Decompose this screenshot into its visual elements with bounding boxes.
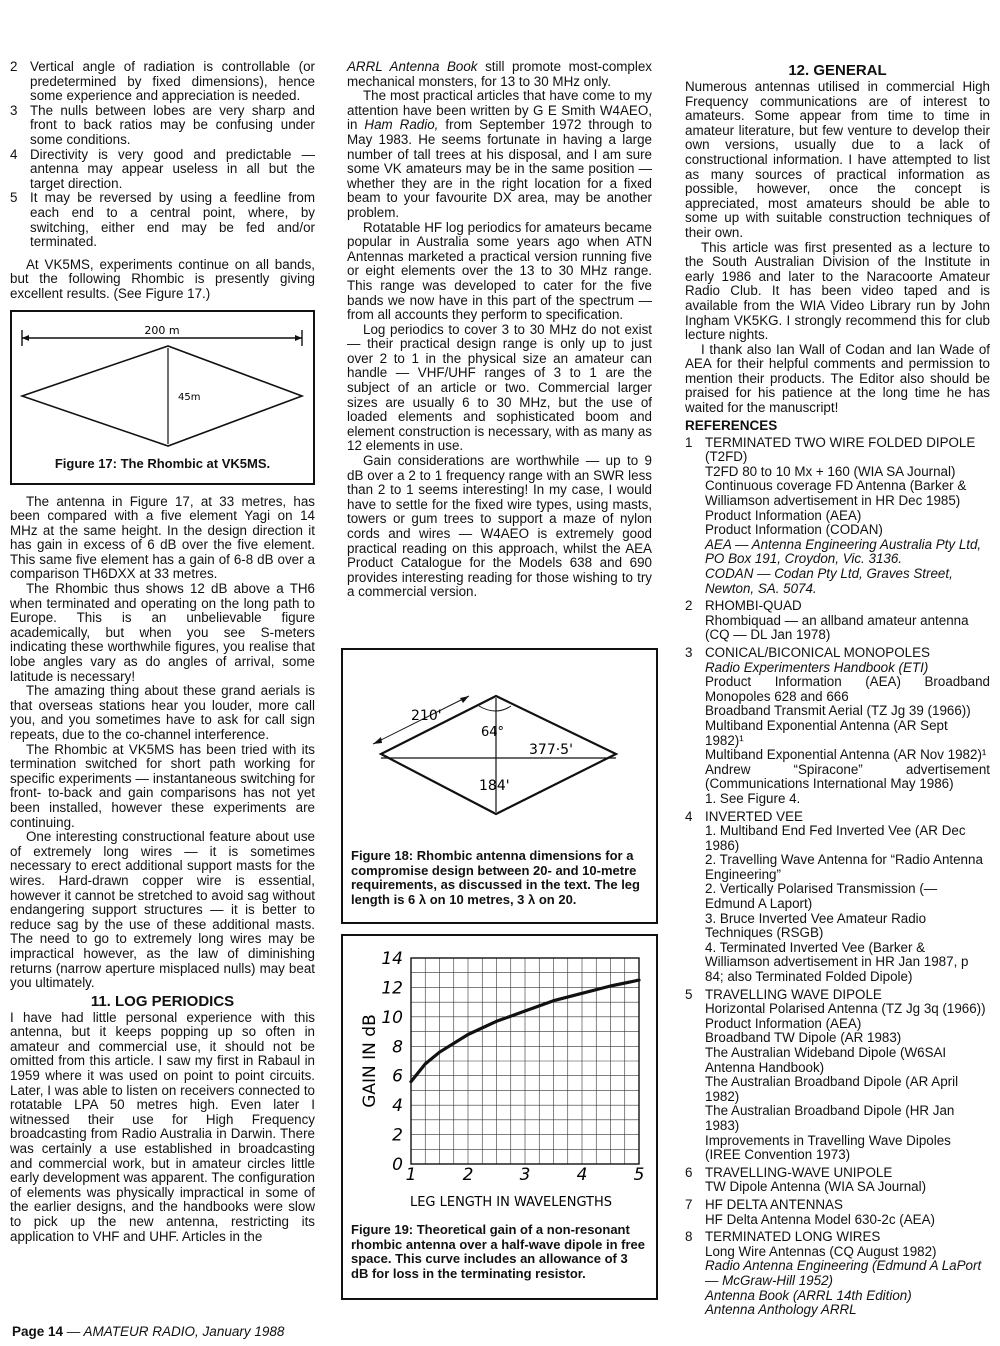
reference-line: Product Information (AEA): [705, 507, 862, 523]
rhombic-dimension-diagram: [351, 654, 649, 844]
x-tick-label: 5: [633, 1165, 645, 1185]
reference-line: HF DELTA ANTENNAS: [705, 1196, 843, 1212]
paragraph: Numerous antennas utilised in commercial High Frequency communications are of interest to amateurs. Some appear from time to time in amateur literature, but few venture to develop their own versions, usually due to a lack of constructional information. I have attempted to list as many sources of practical information as possible, however, once the concept is appreciated, most amateurs should be able to some up with suitable construction techniques of their own.: [685, 79, 990, 240]
reference-line: 2. Travelling Wave Antenna for “Radio Antenna Engineering”: [705, 852, 983, 882]
list-item: 4 Directivity is very good and predictable — antenna may appear useless in all but the target direction.: [10, 146, 315, 191]
y-tick-label: 4: [392, 1096, 403, 1117]
short-diagonal-label: 184': [479, 778, 510, 794]
data-point: [438, 1051, 440, 1053]
paragraph: The antenna in Figure 17, at 33 metres, has been compared with a five element Yagi on 14 MHz at the same height. In the design direction it has gain in excess of 6 dB over the five element. This same five element has a gain of 6-8 dB over a comparison TH6DXX at 33 metres.: [10, 493, 315, 582]
data-point: [552, 999, 554, 1001]
section-heading: 12. GENERAL: [788, 62, 887, 79]
data-point: [495, 1020, 497, 1022]
column-1: [10, 60, 315, 1244]
reference-line: Antenna Book (ARRL 14th Edition): [705, 1287, 912, 1303]
reference-line: 1. Multiband End Fed Inverted Vee (AR Dec 1986): [705, 823, 966, 853]
reference-line: Antenna Anthology ARRL: [705, 1302, 857, 1318]
y-axis-label: GAIN IN dB: [360, 1014, 380, 1108]
section-heading: 11. LOG PERIODICS: [90, 992, 235, 1010]
paragraph: Rotatable HF log periodics for amateurs became popular in Australia some years ago when ATN Antennas marketed a practical version running five or eight elements over the 13 to 30 MHz range. This range was developed to cater for the five bands we now have in this part of the spectrum — from all accounts they perform to specification.: [347, 219, 652, 323]
reference-line: Rhombiquad — an allband amateur antenna (CQ — DL Jan 1978): [705, 612, 969, 643]
numbered-list: [10, 60, 315, 250]
reference-line: Product Information (AEA) Broadband Monopoles 628 and 666: [705, 674, 990, 704]
paragraph: I have had little personal experience with this antenna, but it keeps popping up so often in amateur and commercial use, it should not be omitted from this article. I saw my first in Rabaul in 1959 where it was used on point to point circuits. Later, I was able to listen on receivers connected to rotatable LPA 50 metres high. Even later I witnessed their use for High Frequency broadcasting from Radio Australia in Darwin. There was certainly a use established in broadcasting and commercial work, but in amateur circles little early development was apparent. The configuration of elements was physically impractical in some of the earlier designs, and the handbooks were slow to pick up the new antenna, restricting its application to VHF and UHF. Articles in the: [10, 1009, 315, 1244]
reference-line: The Australian Wideband Dipole (W6SAI Antenna Handbook): [705, 1045, 947, 1075]
paragraph: The most practical articles that have come to my attention have been written by G E Smith W4AEO, in Ham Radio, from September 1972 through to May 1983. He seems fortunate in having a large number of tall trees at his disposal, and I am sure some VK amateurs may be in the same position — whether they are in the right location for a fixed beam to your favourite DX area, may be another problem.: [347, 88, 652, 220]
reference-line: Multiband Exponential Antenna (AR Nov 1982)¹: [705, 747, 987, 763]
paragraph: One interesting constructional feature about use of extremely long wires — it is sometimes necessary to erect additional support masts for the wires. Hard-drawn copper wire is essential, however it cannot be stretched to avoid sag without endangering support structures — it is better to reduce sag by the use of these additional masts. The need to go to extremely long wires may be impractical however, as the law of diminishing returns (narrow aperture misplaced nulls) may beat you ultimately.: [10, 829, 315, 991]
list-item: 5 It may be reversed by using a feedline from each end to a central point, where, by switching, either end may be fed and/or terminated.: [10, 190, 315, 250]
data-point: [638, 979, 640, 981]
column-3: [685, 60, 990, 1318]
paragraph: Log periodics to cover 3 to 30 MHz do not exist — their practical design range is only up to just over 2 to 1 in the physical size an amateur can handle — VHF/UHF ranges of 3 to 1 are the subject of an article or two. Commercial larger sizes are usually 6 to 30 MHz, but the use of loaded elements and sophisticated boom and element construction is necessary, with as many as 12 elements in use.: [347, 321, 652, 454]
reference-item: 7 HF DELTA ANTENNAS HF Delta Antenna Model 630-2c (AEA): [685, 1198, 990, 1227]
paragraph: The Rhombic thus shows 12 dB above a TH6 when terminated and operating on the long path to Europe. This is an unbelievable figure academically, but when you see S-meters indicating these worthwhile figures, you realise that lobe angles vary as do angles of arrival, some latitude is necessary!: [10, 581, 315, 684]
angle-label: 64°: [481, 725, 505, 740]
reference-item: 2 RHOMBI-QUAD Rhombiquad — an allband amateur antenna (CQ — DL Jan 1978): [685, 599, 990, 643]
paragraph: This article was first presented as a lecture to the South Australian Division of the Institute in early 1986 and later to the Naracoorte Amateur Radio Club. It has been video taped and is available from the WIA Video Library run by John Ingham VK5KG. I strongly recommend this for club lecture nights.: [685, 239, 990, 343]
reference-line: Andrew “Spiracone” advertisement (Communications International May 1986): [705, 761, 990, 792]
reference-line: Product Information (CODAN): [705, 522, 883, 538]
reference-line: AEA — Antenna Engineering Australia Pty Ltd, PO Box 191, Croydon, Vic. 3136.: [705, 536, 982, 567]
reference-line: TRAVELLING-WAVE UNIPOLE: [705, 1164, 893, 1180]
figure-caption: Figure 17: The Rhombic at VK5MS.: [54, 456, 271, 472]
reference-line: 3. Bruce Inverted Vee Amateur Radio Techniques (RSGB): [705, 910, 927, 941]
width-label: 200 m: [144, 323, 180, 337]
paragraph: ARRL Antenna Book still promote most-complex mechanical monsters, for 13 to 30 MHz only.: [347, 59, 652, 89]
figure-18: [341, 648, 658, 924]
figure-caption: Figure 19: Theoretical gain of a non-resonant rhombic antenna over a half-wave dipole in free space. This curve includes an allowance of 3 dB for loss in the terminating resistor.: [351, 1222, 646, 1281]
y-tick-label: 12: [381, 978, 403, 999]
y-tick-label: 6: [392, 1066, 403, 1087]
paragraph: The Rhombic at VK5MS has been tried with its termination switched for short path working for specific experiments — instantaneous switching for front- to-back and gain comparisons has not yet been installed, however these experiments are continuing.: [10, 741, 315, 830]
y-tick-label: 8: [392, 1037, 403, 1058]
figure-caption: Figure 18: Rhombic antenna dimensions for a compromise design between 20- and 10-metre requirements, as discussed in the text. The leg length is 6 λ on 10 metres, 3 λ on 20.: [351, 848, 640, 907]
x-axis-label: LEG LENGTH IN WAVELENGTHS: [409, 1195, 613, 1210]
reference-line: TW Dipole Antenna (WIA SA Journal): [705, 1179, 927, 1195]
data-point: [581, 992, 583, 994]
reference-line: CODAN — Codan Pty Ltd, Graves Street, Newton, SA. 5074.: [705, 566, 953, 596]
x-tick-label: 4: [576, 1165, 588, 1185]
reference-line: 2. Vertically Polarised Transmission (— Edmund A Laport): [705, 881, 938, 912]
y-tick-label: 2: [392, 1125, 403, 1146]
y-tick-label: 14: [381, 949, 403, 969]
reference-line: 1. See Figure 4.: [705, 790, 801, 806]
x-tick-label: 2: [462, 1165, 474, 1185]
y-tick-label: 0: [392, 1155, 403, 1175]
data-point: [524, 1010, 526, 1012]
reference-line: The Australian Broadband Dipole (HR Jan 1983): [705, 1103, 955, 1133]
reference-line: Improvements in Travelling Wave Dipoles (IREE Convention 1973): [705, 1132, 951, 1163]
reference-line: The Australian Broadband Dipole (AR April 1982): [705, 1074, 959, 1104]
references-list: [685, 436, 990, 1318]
diagonal-label: 377·5': [529, 742, 573, 758]
reference-line: TRAVELLING WAVE DIPOLE: [705, 986, 882, 1002]
paragraph: The amazing thing about these grand aerials is that overseas stations hear you louder, more call you, and you sometimes have to ask for call sign repeats, due to the co-channel interference.: [10, 683, 315, 742]
x-tick-label: 1: [405, 1165, 417, 1185]
reference-line: TERMINATED LONG WIRES: [705, 1229, 881, 1245]
reference-line: Broadband Transmit Aerial (TZ Jg 39 (1966)): [705, 703, 971, 719]
reference-line: T2FD 80 to 10 Mx + 160 (WIA SA Journal): [705, 463, 956, 479]
reference-item: 8 TERMINATED LONG WIRES Long Wire Antennas (CQ August 1982) Radio Antenna Engineering (Edmund A LaPort — McGraw-Hill 1952) Antenna Book (ARRL 14th Edition) Antenna Anthology ARRL: [685, 1230, 990, 1318]
reference-line: HF Delta Antenna Model 630-2c (AEA): [705, 1211, 935, 1227]
x-tick-label: 3: [519, 1165, 531, 1185]
reference-item: 4 INVERTED VEE 1. Multiband End Fed Inverted Vee (AR Dec 1986) 2. Travelling Wave Antenna for “Radio Antenna Engineering” 2. Vertically Polarised Transmission (— Edmund A Laport) 3. Bruce Inverted Vee Amateur Radio Techniques (RSGB) 4. Terminated Inverted Vee (Barker & Williamson advertisement in HR Jan 1987, p 84; also Terminated Folded Dipole): [685, 810, 990, 985]
paragraph: I thank also Ian Wall of Codan and Ian Wade of AEA for their helpful comments and permission to mention their products. The Editor also should be praised for his patience at the long time he has waited for the manuscript!: [685, 341, 990, 416]
figure-17: [10, 310, 315, 485]
list-item: 3 The nulls between lobes are very sharp and front to back ratios may be confusing under some conditions.: [10, 102, 315, 147]
data-point: [467, 1033, 469, 1035]
reference-item: 6 TRAVELLING-WAVE UNIPOLE TW Dipole Antenna (WIA SA Journal): [685, 1166, 990, 1195]
reference-line: Continuous coverage FD Antenna (Barker & Williamson advertisement in HR Dec 1985): [705, 478, 967, 509]
reference-line: Long Wire Antennas (CQ August 1982): [705, 1243, 937, 1259]
gain-chart: [351, 940, 651, 1218]
data-point: [424, 1063, 426, 1065]
paragraph: Gain considerations are worthwhile — up to 9 dB over a 2 to 1 frequency range with an SWR less than 2 to 1 seems interesting! In my case, I would have to settle for the fixed wire types, using masts, towers or gum trees to support a maze of nylon cords and wires — W4AEO is extremely good practical reading on this approach, whilst the AEA Product Catalogue for the Models 638 and 690 provides interesting reading for those wishing to try a commercial version.: [347, 453, 652, 600]
reference-line: Radio Antenna Engineering (Edmund A LaPort — McGraw-Hill 1952): [705, 1258, 982, 1288]
references-heading: REFERENCES: [685, 417, 778, 433]
leg-label: 210': [411, 708, 442, 724]
reference-item: 1 TERMINATED TWO WIRE FOLDED DIPOLE (T2FD) T2FD 80 to 10 Mx + 160 (WIA SA Journal) Continuous coverage FD Antenna (Barker & Williamson advertisement in HR Dec 1985) Product Information (AEA) Product Information (CODAN) AEA — Antenna Engineering Australia Pty Ltd, PO Box 191, Croydon, Vic. 3136. CODAN — Codan Pty Ltd, Graves Street, Newton, SA. 5074.: [685, 436, 990, 597]
data-point: [609, 985, 611, 987]
reference-line: Broadband TW Dipole (AR 1983): [705, 1030, 902, 1046]
y-tick-label: 10: [381, 1007, 403, 1028]
body-text: [10, 495, 315, 991]
column-2: [347, 60, 652, 600]
reference-line: Multiband Exponential Antenna (AR Sept 1982)¹: [705, 717, 948, 748]
reference-line: Radio Experimenters Handbook (ETI): [705, 659, 929, 675]
page-footer: Page 14 — AMATEUR RADIO, January 1988: [12, 1324, 285, 1339]
reference-line: RHOMBI-QUAD: [705, 598, 802, 614]
reference-line: Horizontal Polarised Antenna (TZ Jg 3q (1966)): [705, 1001, 986, 1017]
reference-line: TERMINATED TWO WIRE FOLDED DIPOLE (T2FD): [705, 434, 976, 465]
reference-line: Product Information (AEA): [705, 1015, 862, 1031]
height-label: 45m: [178, 391, 201, 403]
reference-line: INVERTED VEE: [705, 808, 803, 824]
figure-19: [341, 934, 658, 1300]
paragraph: At VK5MS, experiments continue on all bands, but the following Rhombic is presently giving excellent results. (See Figure 17.): [10, 256, 315, 301]
reference-line: CONICAL/BICONICAL MONOPOLES: [705, 644, 930, 660]
data-point: [410, 1080, 412, 1082]
list-item: 2 Vertical angle of radiation is controllable (or predetermined by fixed dimensions), hence some experience and appreciation is needed.: [10, 59, 315, 104]
reference-item: 3 CONICAL/BICONICAL MONOPOLES Radio Experimenters Handbook (ETI) Product Information (AEA) Broadband Monopoles 628 and 666 Broadband Transmit Aerial (TZ Jg 39 (1966)) Multiband Exponential Antenna (AR Sept 1982)¹ Multiband Exponential Antenna (AR Nov 1982)¹ Andrew “Spiracone” advertisement (Communications International May 1986) 1. See Figure 4.: [685, 644, 990, 806]
reference-line: 4. Terminated Inverted Vee (Barker & Williamson advertisement in HR Jan 1987, p 84; also Terminated Folded Dipole): [705, 939, 969, 985]
rhombic-diagram: [20, 316, 305, 454]
reference-item: 5 TRAVELLING WAVE DIPOLE Horizontal Polarised Antenna (TZ Jg 3q (1966)) Product Information (AEA) Broadband TW Dipole (AR 1983) The Australian Wideband Dipole (W6SAI Antenna Handbook) The Australian Broadband Dipole (AR April 1982) The Australian Broadband Dipole (HR Jan 1983) Improvements in Travelling Wave Dipoles (IREE Convention 1973): [685, 988, 990, 1163]
